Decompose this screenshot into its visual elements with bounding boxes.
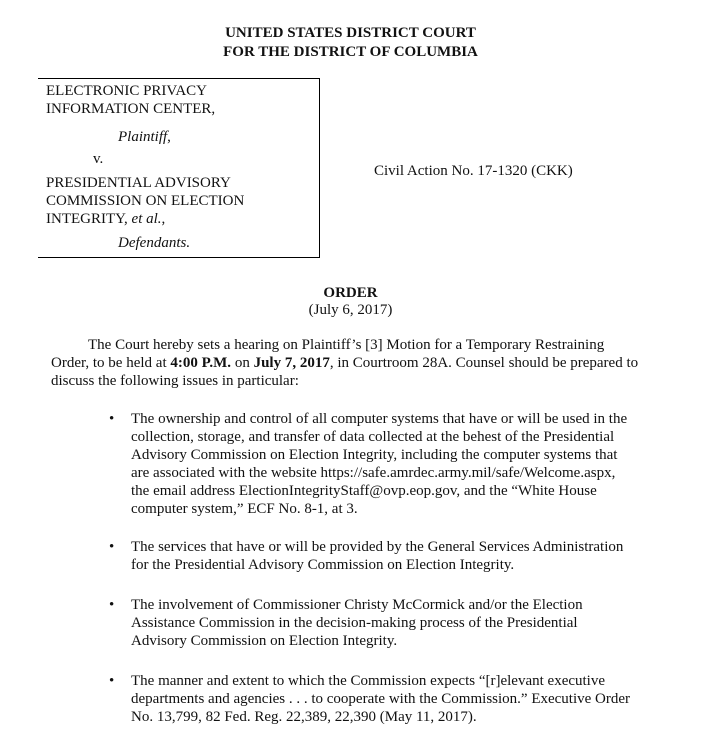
bullet-icon: • xyxy=(109,597,115,613)
list-item-text: The services that have or will be provided by the General Services Administration for the Presidential Advisory Commission on Election Integrity. xyxy=(131,539,624,573)
bullet-icon: • xyxy=(109,539,115,555)
court-name: UNITED STATES DISTRICT COURT xyxy=(225,25,476,41)
intro-line-1: The Court hereby sets a hearing on Plaintiff’s [3] Motion for a Temporary Restraining xyxy=(88,337,605,353)
case-caption-box xyxy=(38,78,320,258)
list-item-text: The involvement of Commissioner Christy McCormick and/or the Election Assistance Commission in the decision-making process of the Presidential Advisory Commission on Election Integrity. xyxy=(131,597,583,649)
defendant-name-line2: COMMISSION ON ELECTION xyxy=(46,193,245,209)
order-title: ORDER xyxy=(323,285,378,301)
hearing-time: 4:00 P.M. xyxy=(170,355,232,371)
list-item-text: The manner and extent to which the Commission expects “[r]elevant executive departments and agencies . . . to cooperate with the Commission.” Executive Order No. 13,799, 82 Fed. Reg. 22,389, 22,390 (May 11, 2017). xyxy=(131,673,631,725)
intro-line-2: Order, to be held at 4:00 P.M. on July 7, 2017, in Courtroom 28A. Counsel should be prepared to xyxy=(51,355,639,371)
court-header xyxy=(0,24,701,62)
plaintiff-name-line1: ELECTRONIC PRIVACY xyxy=(46,83,207,99)
plaintiff-name-line2: INFORMATION CENTER, xyxy=(46,101,216,117)
order-date: (July 6, 2017) xyxy=(308,302,393,318)
plaintiff-role: Plaintiff, xyxy=(118,129,171,145)
list-item-text: The ownership and control of all computer systems that have or will be used in the collection, storage, and transfer of data collected at the behest of the Presidential Advisory Commission on Election Integrity, including the computer systems that are associated with the website https://safe.amrdec.army.mil/safe/Welcome.aspx, the email address ElectionIntegrityStaff@ovp.eop.gov, and the “White House computer system,” ECF No. 8-1, at 3. xyxy=(131,411,628,517)
court-district: FOR THE DISTRICT OF COLUMBIA xyxy=(223,44,478,60)
versus-label: v. xyxy=(93,151,104,167)
civil-action-number: Civil Action No. 17-1320 (CKK) xyxy=(374,163,573,179)
defendant-name-line3: INTEGRITY, et al., xyxy=(46,211,166,227)
bullet-icon: • xyxy=(109,411,115,427)
defendant-role: Defendants. xyxy=(118,235,191,251)
bullet-icon: • xyxy=(109,673,115,689)
intro-line-3: discuss the following issues in particular: xyxy=(51,373,299,389)
hearing-date: July 7, 2017 xyxy=(253,355,330,371)
defendant-name-line1: PRESIDENTIAL ADVISORY xyxy=(46,175,231,191)
